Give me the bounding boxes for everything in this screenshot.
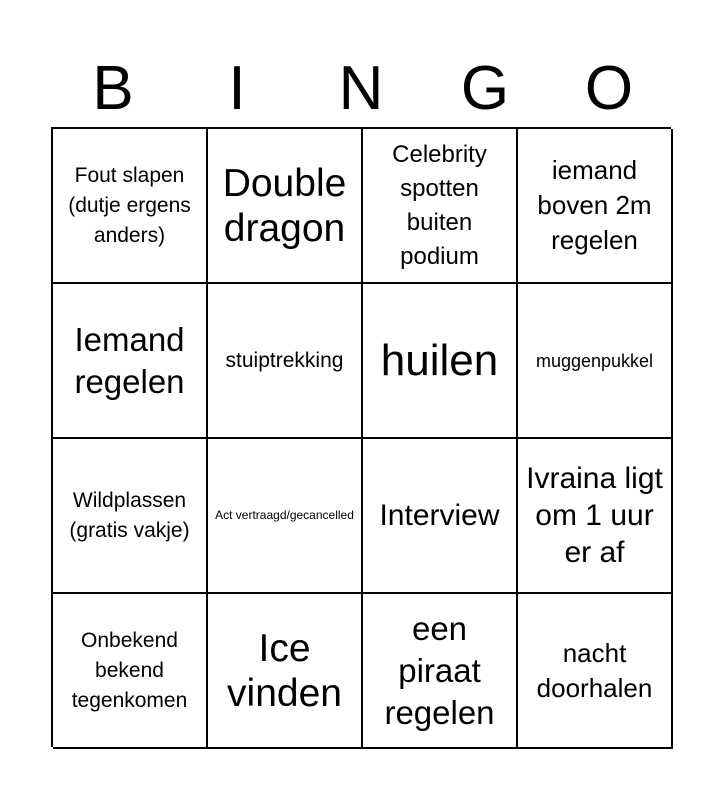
bingo-grid <box>51 127 671 747</box>
cell-text: muggenpukkel <box>535 350 654 371</box>
cell-text: Interview <box>379 499 500 532</box>
bingo-cell[interactable] <box>53 129 208 284</box>
header-letter-b: B <box>92 54 134 123</box>
bingo-cell[interactable] <box>208 594 363 749</box>
cell-text: Double dragon <box>222 161 347 250</box>
cell-text: Iemand regelen <box>74 320 185 400</box>
header-letter-o: O <box>584 54 634 123</box>
cell-text: Onbekend bekend tegenkomen <box>71 628 188 712</box>
header-letter-i: I <box>228 54 246 123</box>
bingo-cell[interactable] <box>363 594 518 749</box>
cell-text: Act vertraagd/gecancelled <box>215 508 354 522</box>
bingo-cell[interactable] <box>363 284 518 439</box>
cell-text: Fout slapen (dutje ergens anders) <box>68 163 191 247</box>
cell-text: stuiptrekking <box>225 348 344 372</box>
cell-text: iemand boven 2m regelen <box>537 155 652 255</box>
bingo-cell[interactable] <box>208 439 363 594</box>
bingo-header <box>51 52 671 126</box>
cell-text: Ice vinden <box>227 626 342 715</box>
bingo-cell[interactable] <box>363 439 518 594</box>
bingo-cell[interactable] <box>53 284 208 439</box>
cell-text: nacht doorhalen <box>536 637 653 703</box>
cell-text: een piraat regelen <box>384 609 495 731</box>
bingo-cell[interactable] <box>53 439 208 594</box>
bingo-cell[interactable] <box>363 129 518 284</box>
bingo-cell[interactable] <box>518 594 673 749</box>
cell-text: Ivraina ligt om 1 uur er af <box>526 462 663 569</box>
cell-text: huilen <box>380 335 499 385</box>
cell-text: Wildplassen (gratis vakje) <box>69 488 190 542</box>
header-letter-n: N <box>338 54 384 123</box>
bingo-cell[interactable] <box>518 284 673 439</box>
bingo-cell[interactable] <box>53 594 208 749</box>
bingo-cell[interactable] <box>518 439 673 594</box>
header-letter-g: G <box>460 54 510 123</box>
bingo-cell[interactable] <box>208 284 363 439</box>
bingo-cell[interactable] <box>208 129 363 284</box>
cell-text: Celebrity spotten buiten podium <box>392 140 487 270</box>
bingo-cell[interactable] <box>518 129 673 284</box>
